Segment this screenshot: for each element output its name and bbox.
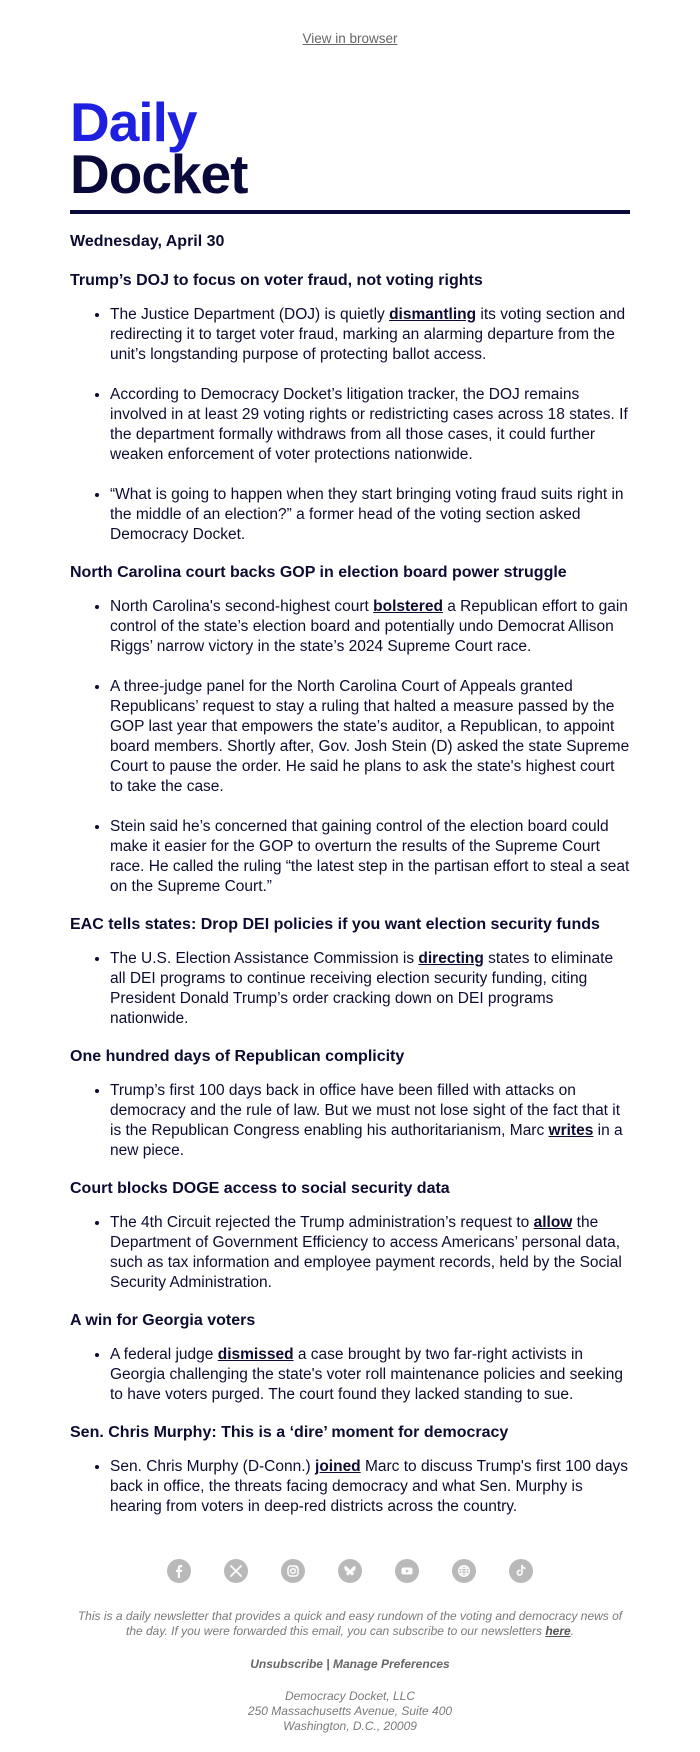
bullet-text: The Justice Department (DOJ) is quietly	[110, 306, 390, 323]
tiktok-icon[interactable]	[509, 1559, 533, 1583]
story-link[interactable]: dismantling	[389, 306, 477, 323]
footer-description-text: This is a daily newsletter that provides a quick and easy rundown of the voting and democracy news of the day. If you were forwarded this email, you can subscribe to our newsletters	[77, 1609, 623, 1638]
story-bullet	[110, 1213, 630, 1293]
logo-line-daily: Daily	[70, 91, 197, 153]
story-headline: Court blocks DOGE access to social security data	[70, 1180, 450, 1197]
bullet-text: According to Democracy Docket’s litigation tracker, the DOJ remains involved in at least 29 voting rights or redistricting cases across 18 states. If the department formally withdraws from all those cases, it could further weaken enforcement of voter protections nationwide.	[110, 386, 628, 463]
story-link[interactable]: bolstered	[373, 598, 443, 615]
bullet-text-continued: a case brought by two far-right activists in Georgia challenging the state's voter roll maintenance policies and seeking to have voters purged. The court found they lacked standing to sue.	[110, 1346, 624, 1403]
bullet-text: “What is going to happen when they start bringing voting fraud suits right in the middle of an election?” a former head of the voting section asked Democracy Docket.	[110, 486, 624, 543]
story-bullet	[110, 597, 630, 657]
bullet-text-continued: in a new piece.	[110, 1122, 623, 1159]
social-links	[0, 1559, 700, 1583]
story-section	[70, 271, 630, 545]
footer-links-separator: |	[322, 1657, 333, 1671]
bullet-text: Sen. Chris Murphy (D-Conn.)	[110, 1458, 316, 1475]
story-headline: North Carolina court backs GOP in election board power struggle	[70, 564, 567, 581]
subscribe-here-link[interactable]: here	[545, 1624, 571, 1638]
header-divider	[70, 210, 630, 214]
bullet-text: A federal judge	[110, 1346, 218, 1363]
footer-description	[70, 1609, 630, 1639]
story-section	[70, 1423, 630, 1517]
story-headline: One hundred days of Republican complicity	[70, 1048, 405, 1065]
footer-links	[0, 1657, 700, 1671]
story-bullet	[110, 677, 630, 797]
story-headline: A win for Georgia voters	[70, 1312, 256, 1329]
story-section	[70, 1311, 630, 1405]
story-bullets	[70, 1345, 630, 1405]
story-link[interactable]: dismissed	[217, 1346, 294, 1363]
bullet-text-continued: the Department of Government Efficiency to access Americans’ personal data, such as tax information and employee payment records, held by the Social Security Administration.	[110, 1214, 622, 1291]
bullet-text-continued: states to eliminate all DEI programs to continue receiving election security funding, citing President Donald Trump’s order cracking down on DEI programs nationwide.	[110, 950, 614, 1027]
story-bullets	[70, 597, 630, 897]
logo-line-docket: Docket	[70, 143, 248, 205]
x-icon[interactable]	[224, 1559, 248, 1583]
story-sections	[70, 271, 630, 1517]
story-section	[70, 563, 630, 897]
company-name: Democracy Docket, LLC	[284, 1689, 416, 1703]
story-section	[70, 915, 630, 1029]
footer-period: .	[570, 1624, 575, 1638]
story-bullets	[70, 1081, 630, 1161]
bluesky-icon[interactable]	[338, 1559, 362, 1583]
bullet-text-continued: Marc to discuss Trump's first 100 days back in office, the threats facing democracy and what Sen. Murphy is hearing from voters in deep-red districts across the country.	[110, 1458, 629, 1515]
bullet-text: North Carolina's second-highest court	[110, 598, 374, 615]
story-link[interactable]: joined	[315, 1458, 361, 1475]
story-bullet	[110, 1081, 630, 1161]
story-bullet	[110, 305, 630, 365]
bullet-text-continued: its voting section and redirecting it to target voter fraud, marking an alarming departure from the unit’s longstanding purpose of protecting ballot access.	[110, 306, 626, 363]
story-bullet	[110, 949, 630, 1029]
bullet-text-continued: a Republican effort to gain control of the state’s election board and potentially undo Democrat Allison Riggs’ narrow victory in the state’s 2024 Supreme Court race.	[110, 598, 628, 655]
story-bullets	[70, 949, 630, 1029]
top-bar	[0, 0, 700, 60]
story-headline: EAC tells states: Drop DEI policies if you want election security funds	[70, 916, 600, 933]
view-in-browser-link[interactable]: View in browser	[302, 31, 398, 46]
story-bullets	[70, 305, 630, 545]
story-bullets	[70, 1457, 630, 1517]
youtube-icon[interactable]	[395, 1559, 419, 1583]
story-bullet	[110, 385, 630, 465]
bullet-text: A three-judge panel for the North Carolina Court of Appeals granted Republicans’ request to stay a ruling that halted a measure passed by the GOP last year that empowers the state’s auditor, a Republican, to appoint board members. Shortly after, Gov. Josh Stein (D) asked the state Supreme Court to pause the order. He said he plans to ask the state's highest court to take the case.	[110, 678, 630, 795]
daily-docket-logo	[70, 91, 700, 205]
unsubscribe-link[interactable]: Unsubscribe	[250, 1657, 323, 1671]
manage-preferences-link[interactable]: Manage Preferences	[332, 1657, 450, 1671]
story-bullets	[70, 1213, 630, 1293]
bullet-text: The 4th Circuit rejected the Trump administration’s request to	[110, 1214, 534, 1231]
street-address: 250 Massachusetts Avenue, Suite 400	[247, 1704, 453, 1718]
website-icon[interactable]	[452, 1559, 476, 1583]
story-headline: Trump’s DOJ to focus on voter fraud, not voting rights	[70, 272, 483, 289]
story-bullet	[110, 817, 630, 897]
city-address: Washington, D.C., 20009	[283, 1719, 417, 1733]
story-link[interactable]: allow	[533, 1214, 573, 1231]
bullet-text: The U.S. Election Assistance Commission is	[110, 950, 419, 967]
newsletter-content	[70, 233, 630, 1517]
bullet-text: Stein said he’s concerned that gaining control of the election board could make it easier for the GOP to overturn the results of the Supreme Court race. He called the ruling “the latest step in the partisan effort to steal a seat on the Supreme Court.”	[110, 818, 630, 895]
story-bullet	[110, 1457, 630, 1517]
bullet-text: Trump’s first 100 days back in office have been filled with attacks on democracy and the rule of law. But we must not lose sight of the fact that it is the Republican Congress enabling his authoritarianism, Marc	[110, 1082, 621, 1139]
mailing-address	[0, 1689, 700, 1734]
story-headline: Sen. Chris Murphy: This is a ‘dire’ moment for democracy	[70, 1424, 509, 1441]
story-link[interactable]: writes	[548, 1122, 594, 1139]
facebook-icon[interactable]	[167, 1559, 191, 1583]
story-section	[70, 1047, 630, 1161]
story-bullet	[110, 1345, 630, 1405]
story-section	[70, 1179, 630, 1293]
story-bullet	[110, 485, 630, 545]
story-link[interactable]: directing	[418, 950, 484, 967]
issue-date: Wednesday, April 30	[70, 233, 225, 250]
instagram-icon[interactable]	[281, 1559, 305, 1583]
